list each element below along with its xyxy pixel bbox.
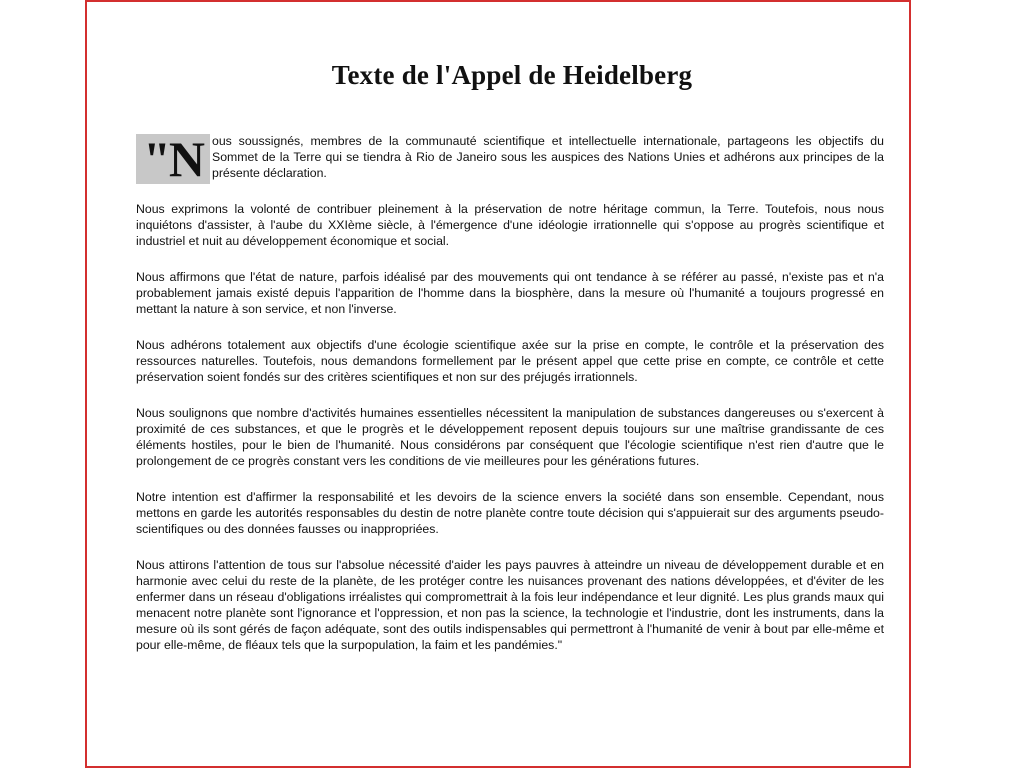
paragraph-7: Nous attirons l'attention de tous sur l'absolue nécessité d'aider les pays pauvres à atteindre un niveau de développement durable et en harmonie avec celui du reste de la planète, de les protéger contre les nuisances provenant des nations développées, et d'éviter de les enfermer dans un réseau d'obligations irréalistes qui compromettrait à la fois leur indépendance et leur dignité. Les plus grands maux qui menacent notre planète sont l'ignorance et l'oppression, et non pas la science, la technologie et l'industrie, dont les instruments, dans la mesure où ils sont gérés de façon adéquate, sont des outils indispensables qui permettront à l'humanité de venir à bout par elle-même et pour elle-même, de fléaux tels que la surpopulation, la faim et les pandémies.": [136, 558, 884, 652]
paragraph-3: Nous affirmons que l'état de nature, parfois idéalisé par des mouvements qui ont tendance à se référer au passé, n'existe pas et n'a probablement jamais existé depuis l'apparition de l'homme dans la biosphère, dans la mesure où l'humanité a toujours progressé en mettant la nature à son service, et non l'inverse.: [136, 270, 884, 316]
document-body: [136, 133, 884, 673]
document-title: Texte de l'Appel de Heidelberg: [331, 60, 693, 91]
paragraph-2: Nous exprimons la volonté de contribuer pleinement à la préservation de notre héritage commun, la Terre. Toutefois, nous nous inquiétons d'assister, à l'aube du XXIème siècle, à l'émergence d'une idéologie irrationnelle qui s'oppose au progrès scientifique et industriel et nuit au développement économique et social.: [136, 202, 884, 248]
paragraph-1-text: ous soussignés, membres de la communauté scientifique et intellectuelle internationale, partageons les objectifs du Sommet de la Terre qui se tiendra à Rio de Janeiro sous les auspices des Nations Unies et adhérons aux principes de la présente déclaration.: [212, 134, 884, 180]
drop-cap: "N: [136, 134, 210, 184]
paragraph-1: [136, 133, 884, 184]
paragraph-6: Notre intention est d'affirmer la responsabilité et les devoirs de la science envers la société dans son ensemble. Cependant, nous mettons en garde les autorités responsables du destin de notre planète contre toute décision qui s'appuierait sur des arguments pseudo-scientifiques ou des données fausses ou inappropriées.: [136, 490, 884, 536]
paragraph-4: Nous adhérons totalement aux objectifs d'une écologie scientifique axée sur la prise en compte, le contrôle et la préservation des ressources naturelles. Toutefois, nous demandons formellement par le présent appel que cette prise en compte, ce contrôle et cette préservation soient fondés sur des critères scientifiques et non sur des préjugés irrationnels.: [136, 338, 884, 384]
paragraph-5: Nous soulignons que nombre d'activités humaines essentielles nécessitent la manipulation de substances dangereuses ou s'exercent à proximité de ces substances, et que le progrès et le développement reposent depuis toujours sur une maîtrise grandissante de ces éléments hostiles, pour le bien de l'humanité. Nous considérons par conséquent que l'écologie scientifique n'est rien d'autre que le prolongement de ce progrès constant vers les conditions de vie meilleures pour les générations futures.: [136, 406, 884, 468]
